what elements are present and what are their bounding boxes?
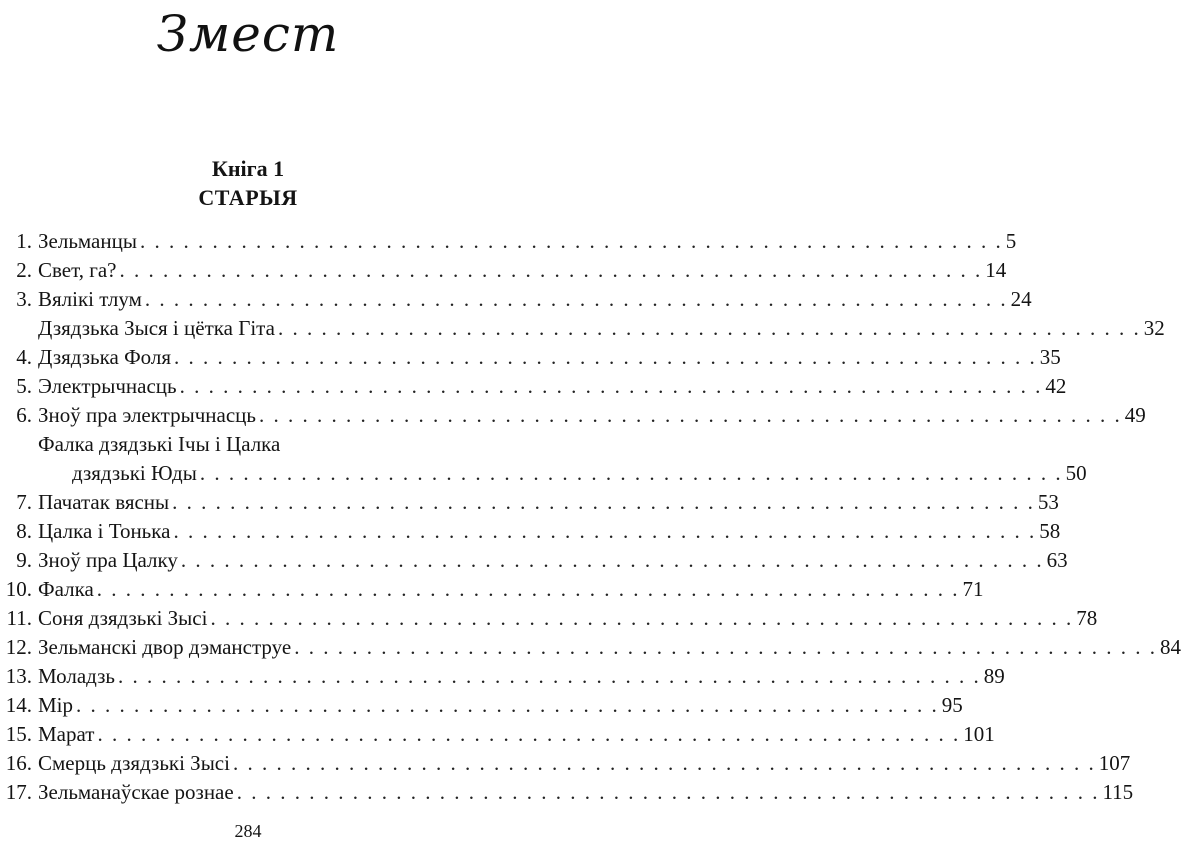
toc-entry[interactable] bbox=[0, 459, 1087, 488]
entry-number: 8. bbox=[16, 519, 32, 543]
entry-line bbox=[38, 401, 1146, 430]
entry-number: 16. bbox=[5, 751, 32, 775]
entry-page: 63 bbox=[1046, 548, 1068, 572]
entry-line bbox=[72, 459, 1087, 488]
entry-page: 78 bbox=[1076, 606, 1098, 630]
dot-leader: . . . . . . . . . . . . . . . . . . . . . . . . . . . . . . . . . . . . . . . . . . . . . . . . . . . . . . . . . . . . bbox=[144, 287, 1008, 311]
entry-title: Фалка дзядзькі Ічы і Цалка bbox=[38, 432, 281, 456]
entry-page: 5 bbox=[1005, 229, 1017, 253]
entry-page: 71 bbox=[962, 577, 984, 601]
dot-leader: . . . . . . . . . . . . . . . . . . . . . . . . . . . . . . . . . . . . . . . . . . . . . . . . . . . . . . . . . . . . bbox=[258, 403, 1122, 427]
entry-title: Зельманаўскае рознае bbox=[38, 780, 234, 804]
entry-page: 89 bbox=[983, 664, 1005, 688]
entry-line bbox=[38, 720, 995, 749]
toc-entry[interactable] bbox=[0, 691, 963, 720]
entry-title: дзядзькі Юды bbox=[72, 461, 197, 485]
toc-entry[interactable] bbox=[0, 575, 984, 604]
entry-line bbox=[38, 285, 1032, 314]
toc-entry[interactable] bbox=[0, 343, 1061, 372]
toc-entry[interactable] bbox=[0, 401, 1146, 430]
dot-leader: . . . . . . . . . . . . . . . . . . . . . . . . . . . . . . . . . . . . . . . . . . . . . . . . . . . . . . . . . . . . bbox=[232, 751, 1096, 775]
dot-leader: . . . . . . . . . . . . . . . . . . . . . . . . . . . . . . . . . . . . . . . . . . . . . . . . . . . . . . . . . . . . bbox=[199, 461, 1063, 485]
entry-page: 49 bbox=[1124, 403, 1146, 427]
entry-title: Дзядзька Фоля bbox=[38, 345, 172, 369]
dot-leader: . . . . . . . . . . . . . . . . . . . . . . . . . . . . . . . . . . . . . . . . . . . . . . . . . . . . . . . . . . . . bbox=[236, 780, 1100, 804]
entry-number: 14. bbox=[5, 693, 32, 717]
page-number: 284 bbox=[234, 821, 262, 841]
entry-number: 17. bbox=[5, 780, 32, 804]
entry-number: 10. bbox=[5, 577, 32, 601]
toc-entry[interactable] bbox=[0, 720, 995, 749]
toc-entry[interactable] bbox=[0, 633, 1181, 662]
entry-number: 7. bbox=[16, 490, 32, 514]
entry-page: 95 bbox=[941, 693, 963, 717]
entry-title: Вялікі тлум bbox=[38, 287, 142, 311]
dot-leader: . . . . . . . . . . . . . . . . . . . . . . . . . . . . . . . . . . . . . . . . . . . . . . . . . . . . . . . . . . . . bbox=[277, 316, 1141, 340]
entry-title: Соня дзядзькі Зысі bbox=[38, 606, 208, 630]
entry-title: Моладзь bbox=[38, 664, 115, 688]
entry-line bbox=[38, 604, 1098, 633]
toc-entry[interactable] bbox=[0, 604, 1098, 633]
book-name: СТАРЫЯ bbox=[198, 185, 298, 210]
entry-page: 32 bbox=[1143, 316, 1165, 340]
entry-number: 2. bbox=[16, 258, 32, 282]
dot-leader: . . . . . . . . . . . . . . . . . . . . . . . . . . . . . . . . . . . . . . . . . . . . . . . . . . . . . . . . . . . . bbox=[118, 664, 981, 688]
entry-line bbox=[38, 314, 1165, 343]
entry-title: Мір bbox=[38, 693, 74, 717]
toc-entry[interactable] bbox=[0, 227, 1017, 256]
entry-line bbox=[38, 343, 1061, 372]
toc-entry[interactable] bbox=[0, 372, 1067, 401]
page-title: Змест bbox=[156, 5, 340, 63]
dot-leader: . . . . . . . . . . . . . . . . . . . . . . . . . . . . . . . . . . . . . . . . . . . . . . . . . . . . . . . . . . . . bbox=[294, 635, 1157, 659]
toc-entry[interactable] bbox=[0, 546, 1068, 575]
dot-leader: . . . . . . . . . . . . . . . . . . . . . . . . . . . . . . . . . . . . . . . . . . . . . . . . . . . . . . . . . . . . bbox=[139, 229, 1003, 253]
entry-title: Фалка bbox=[38, 577, 94, 601]
entry-page: 35 bbox=[1039, 345, 1061, 369]
dot-leader: . . . . . . . . . . . . . . . . . . . . . . . . . . . . . . . . . . . . . . . . . . . . . . . . . . . . . . . . . . . . bbox=[179, 374, 1043, 398]
dot-leader: . . . . . . . . . . . . . . . . . . . . . . . . . . . . . . . . . . . . . . . . . . . . . . . . . . . . . . . . . . . . bbox=[119, 258, 983, 282]
entry-line bbox=[38, 691, 963, 720]
entry-page: 53 bbox=[1037, 490, 1059, 514]
entry-line bbox=[38, 546, 1068, 575]
toc-entry[interactable] bbox=[0, 430, 496, 459]
entry-line bbox=[38, 749, 1131, 778]
entry-line bbox=[38, 633, 1181, 662]
entry-title: Свет, га? bbox=[38, 258, 117, 282]
entry-line bbox=[38, 372, 1067, 401]
toc-entry[interactable] bbox=[0, 517, 1061, 546]
entry-page: 107 bbox=[1098, 751, 1131, 775]
entry-line bbox=[38, 517, 1061, 546]
entry-line bbox=[38, 256, 1007, 285]
dot-leader: . . . . . . . . . . . . . . . . . . . . . . . . . . . . . . . . . . . . . . . . . . . . . . . . . . . . . . . . . . . . bbox=[174, 345, 1037, 369]
dot-leader: . . . . . . . . . . . . . . . . . . . . . . . . . . . . . . . . . . . . . . . . . . . . . . . . . . . . . . . . . . . . bbox=[97, 722, 961, 746]
dot-leader: . . . . . . . . . . . . . . . . . . . . . . . . . . . . . . . . . . . . . . . . . . . . . . . . . . . . . . . . . . . . bbox=[172, 490, 1035, 514]
entry-number: 11. bbox=[6, 606, 32, 630]
entry-number: 5. bbox=[16, 374, 32, 398]
entry-page: 101 bbox=[963, 722, 995, 746]
entry-title: Цалка і Тонька bbox=[38, 519, 171, 543]
entry-page: 14 bbox=[985, 258, 1007, 282]
toc-entry[interactable] bbox=[0, 778, 1134, 807]
dot-leader: . . . . . . . . . . . . . . . . . . . . . . . . . . . . . . . . . . . . . . . . . . . . . . . . . . . . . . . . . . . . bbox=[96, 577, 960, 601]
entry-line bbox=[38, 778, 1134, 807]
entry-line bbox=[38, 488, 1059, 517]
entry-title: Зноў пра Цалку bbox=[38, 548, 178, 572]
toc-entry[interactable] bbox=[0, 662, 1005, 691]
dot-leader: . . . . . . . . . . . . . . . . . . . . . . . . . . . . . . . . . . . . . . . . . . . . . . . . . . . . . . . . . . . . bbox=[180, 548, 1044, 572]
entry-number: 1. bbox=[16, 229, 32, 253]
entry-page: 50 bbox=[1065, 461, 1087, 485]
entry-title: Зельманцы bbox=[38, 229, 137, 253]
entry-line bbox=[38, 575, 984, 604]
entry-title: Зельманскі двор дэманструе bbox=[38, 635, 292, 659]
entry-number: 4. bbox=[16, 345, 32, 369]
entry-title: Смерць дзядзькі Зысі bbox=[38, 751, 230, 775]
entry-number: 9. bbox=[16, 548, 32, 572]
book-number: Кніга 1 bbox=[211, 156, 285, 181]
entry-line bbox=[38, 227, 1017, 256]
entry-title: Пачатак вясны bbox=[38, 490, 170, 514]
entry-number: 12. bbox=[5, 635, 32, 659]
entry-page: 84 bbox=[1159, 635, 1181, 659]
toc-entry[interactable] bbox=[0, 314, 1165, 343]
entry-page: 115 bbox=[1102, 780, 1134, 804]
toc-entry[interactable] bbox=[0, 285, 1032, 314]
toc-entry[interactable] bbox=[0, 749, 1131, 778]
entry-number: 15. bbox=[5, 722, 32, 746]
entry-page: 24 bbox=[1010, 287, 1032, 311]
entry-number: 13. bbox=[5, 664, 32, 688]
entry-line bbox=[38, 662, 1005, 691]
dot-leader: . . . . . . . . . . . . . . . . . . . . . . . . . . . . . . . . . . . . . . . . . . . . . . . . . . . . . . . . . . . . bbox=[173, 519, 1037, 543]
dot-leader: . . . . . . . . . . . . . . . . . . . . . . . . . . . . . . . . . . . . . . . . . . . . . . . . . . . . . . . . . . . . bbox=[76, 693, 939, 717]
entry-title: Зноў пра электрычнасць bbox=[38, 403, 256, 427]
toc-entry[interactable] bbox=[0, 256, 1007, 285]
entry-number: 6. bbox=[16, 403, 32, 427]
dot-leader: . . . . . . . . . . . . . . . . . . . . . . . . . . . . . . . . . . . . . . . . . . . . . . . . . . . . . . . . . . . . bbox=[210, 606, 1074, 630]
toc-entry[interactable] bbox=[0, 488, 1059, 517]
entry-page: 58 bbox=[1039, 519, 1061, 543]
entry-title: Дзядзька Зыся і цётка Гіта bbox=[38, 316, 275, 340]
entry-page: 42 bbox=[1045, 374, 1067, 398]
entry-title: Марат bbox=[38, 722, 95, 746]
entry-title: Электрычнасць bbox=[38, 374, 177, 398]
entry-number: 3. bbox=[16, 287, 32, 311]
